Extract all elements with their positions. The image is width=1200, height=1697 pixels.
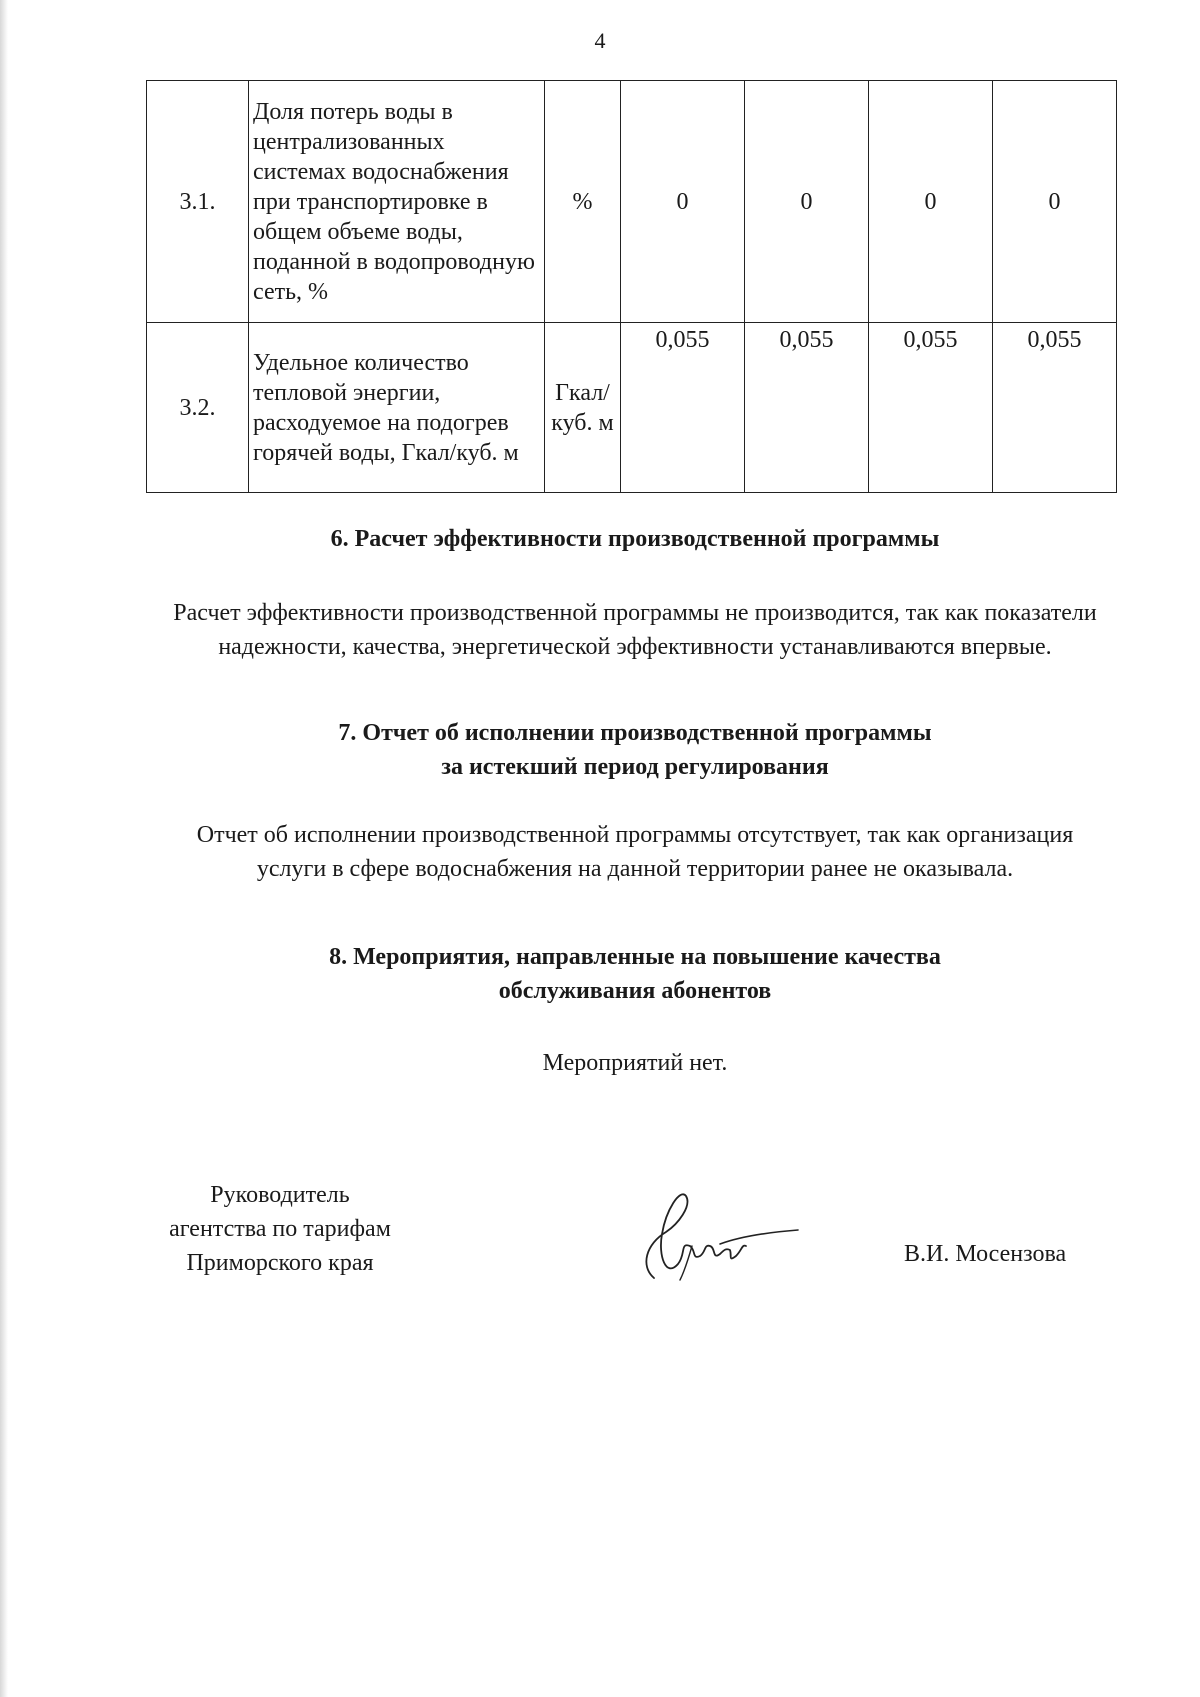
signatory-title-line1: Руководитель	[210, 1182, 350, 1208]
section-6	[160, 522, 1110, 664]
section-6-text: Расчет эффективности производственной программы не производится, так как показатели надежности, качества, энергетической эффективности устанавливаются впервые.	[173, 600, 1097, 660]
row-value: 0,055	[993, 323, 1117, 493]
signer-name: В.И. Мосензова	[904, 1241, 1067, 1267]
section-7	[160, 716, 1110, 886]
row-value: 0,055	[745, 323, 869, 493]
row-value: 0,055	[621, 323, 745, 493]
table-row	[147, 81, 1117, 323]
row-value: 0	[869, 81, 993, 323]
row-value: 0	[993, 81, 1117, 323]
section-7-heading-line2: за истекший период регулирования	[441, 754, 829, 780]
signatory-title	[140, 1178, 420, 1280]
table-row	[147, 323, 1117, 493]
indicators-table	[146, 80, 1117, 493]
row-number: 3.2.	[147, 323, 249, 493]
section-8-heading-line1: 8. Мероприятия, направленные на повышение качества	[329, 944, 941, 970]
section-7-heading	[160, 716, 1110, 784]
row-value: 0	[745, 81, 869, 323]
row-value: 0	[621, 81, 745, 323]
section-7-heading-line1: 7. Отчет об исполнении производственной программы	[338, 720, 932, 746]
row-number: 3.1.	[147, 81, 249, 323]
row-unit: Гкал/ куб. м	[545, 323, 621, 493]
row-unit: %	[545, 81, 621, 323]
page-number: 4	[594, 28, 606, 53]
section-8-text: Мероприятий нет.	[542, 1050, 728, 1076]
section-8-heading-line2: обслуживания абонентов	[498, 978, 772, 1004]
section-7-text: Отчет об исполнении производственной программы отсутствует, так как организация услуги в сфере водоснабжения на данной территории ранее не оказывала.	[196, 822, 1074, 882]
section-8	[160, 940, 1110, 1080]
section-6-heading: 6. Расчет эффективности производственной программы	[330, 526, 940, 552]
signatory-title-line3: Приморского края	[186, 1250, 374, 1276]
row-description: Удельное количество тепловой энергии, расходуемое на подогрев горячей воды, Гкал/куб. м	[249, 323, 545, 493]
scan-edge-shade	[0, 0, 8, 1697]
section-8-heading	[160, 940, 1110, 1008]
handwritten-signature	[632, 1186, 802, 1286]
signatory-title-line2: агентства по тарифам	[169, 1216, 391, 1242]
row-value: 0,055	[869, 323, 993, 493]
row-description: Доля потерь воды в централизованных системах водоснабжения при транспортировке в общем объеме воды, поданной в водопроводную сеть, %	[249, 81, 545, 323]
